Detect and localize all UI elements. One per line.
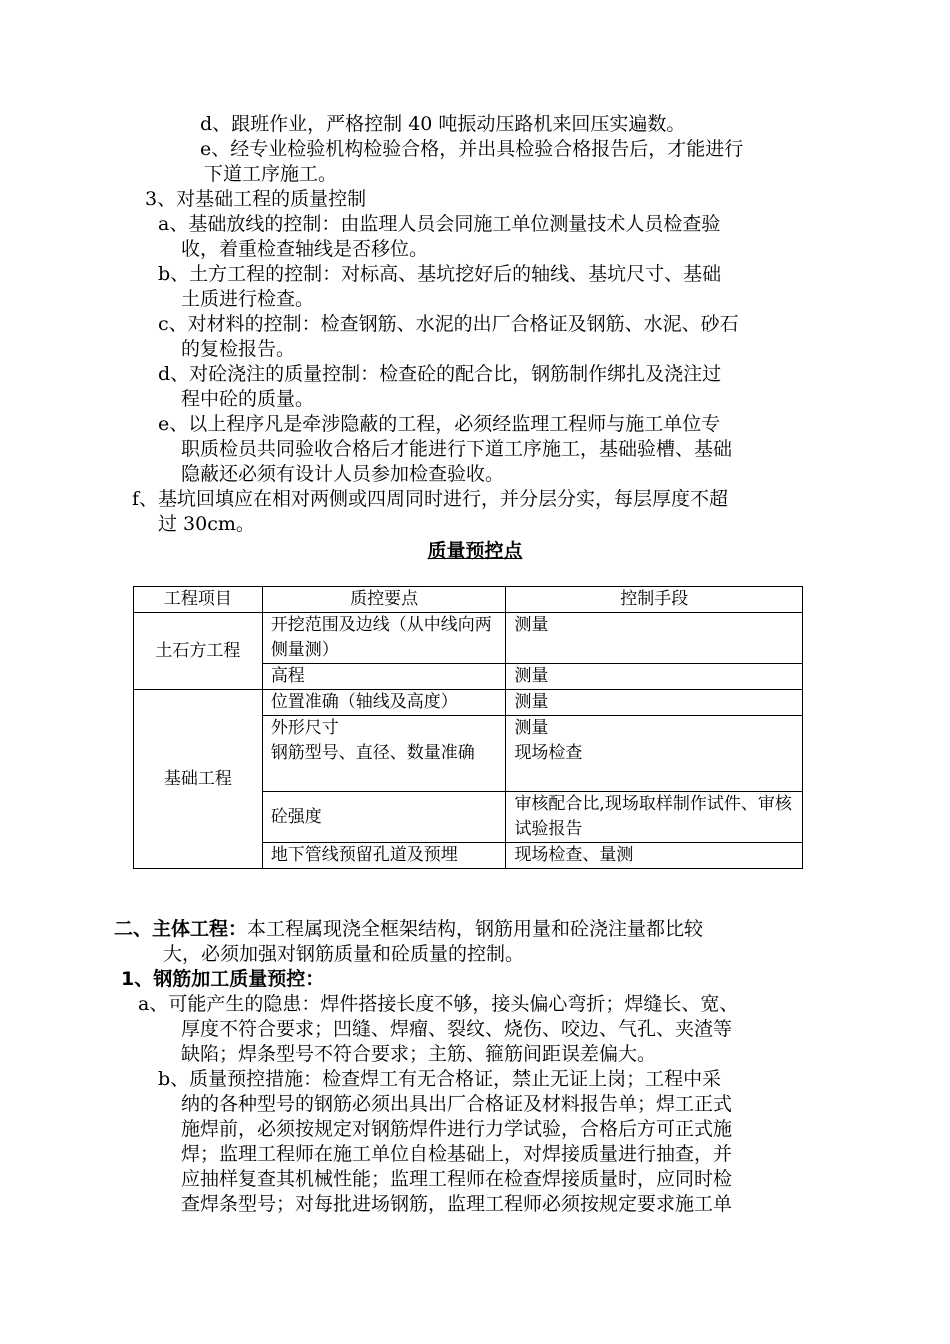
cell-point: 高程 (262, 664, 506, 690)
cell-point-line: 钢筋型号、直径、数量准确 (270, 743, 475, 763)
subsection-1-heading (121, 967, 324, 992)
item-b-measure-line3: 施焊前，必须按规定对钢筋焊件进行力学试验，合格后方可正式施 (181, 1118, 733, 1140)
item-b-measure-line4: 焊；监理工程师在施工单位自检基础上，对焊接质量进行抽查，并 (181, 1143, 733, 1165)
section-2-line2: 大，必须加强对钢筋质量和砼质量的控制。 (163, 943, 525, 965)
item-a-hazard-line3: 缺陷；焊条型号不符合要求；主筋、箍筋间距误差偏大。 (181, 1043, 657, 1065)
cell-method: 测量 (506, 664, 803, 690)
item-f-line1: f、基坑回填应在相对两侧或四周同时进行，并分层分实，每层厚度不超 (132, 488, 729, 510)
item-b-measure-line6: 查焊条型号；对每批进场钢筋，监理工程师必须按规定要求施工单 (181, 1193, 733, 1215)
subsection-1-text: 1、钢筋加工质量预控： (121, 968, 325, 990)
cell-point: 开挖范围及边线（从中线向两侧量测） (262, 613, 506, 664)
item-e-inspection-line2: 下道工序施工。 (204, 163, 338, 185)
cell-point-line: 外形尺寸 (270, 718, 339, 738)
item-d-line1: d、对砼浇注的质量控制：检查砼的配合比，钢筋制作绑扎及浇注过 (158, 363, 722, 385)
group-earthwork: 土石方工程 (134, 613, 263, 690)
item-a-line1: a、基础放线的控制：由监理人员会同施工单位测量技术人员检查验 (158, 213, 721, 235)
group-foundation: 基础工程 (134, 690, 263, 869)
item-e-line2: 职质检员共同验收合格后才能进行下道工序施工，基础验槽、基础 (181, 438, 733, 460)
item-d-line2: 程中砼的质量。 (181, 388, 315, 410)
section-2-heading: 二、主体工程： (114, 918, 248, 940)
cell-method: 审核配合比,现场取样制作试件、审核试验报告 (506, 792, 803, 843)
table-header-row (134, 587, 803, 613)
section-3-heading: 3、对基础工程的质量控制 (145, 188, 367, 210)
section-2-text: 本工程属现浇全框架结构，钢筋用量和砼浇注量都比较 (247, 918, 704, 940)
item-f-line2: 过 30cm。 (158, 513, 255, 535)
cell-method (506, 716, 803, 792)
item-b-line2: 土质进行检查。 (181, 288, 315, 310)
cell-point: 砼强度 (262, 792, 506, 843)
item-a-hazard-line1: a、可能产生的隐患：焊件搭接长度不够，接头偏心弯折；焊缝长、宽、 (138, 993, 739, 1015)
item-b-line1: b、土方工程的控制：对标高、基坑挖好后的轴线、基坑尺寸、基础 (158, 263, 722, 285)
cell-point (262, 716, 506, 792)
cell-method: 现场检查、量测 (506, 843, 803, 869)
item-a-hazard-line2: 厚度不符合要求；凹缝、焊瘤、裂纹、烧伤、咬边、气孔、夹渣等 (181, 1018, 733, 1040)
item-c-line1: c、对材料的控制：检查钢筋、水泥的出厂合格证及钢筋、水泥、砂石 (158, 313, 739, 335)
quality-control-table (133, 586, 803, 869)
item-e-line3: 隐蔽还必须有设计人员参加检查验收。 (181, 463, 505, 485)
item-b-measure-line2: 纳的各种型号的钢筋必须出具出厂合格证及材料报告单；焊工正式 (181, 1093, 733, 1115)
cell-method: 测量 (506, 613, 803, 664)
cell-point: 位置准确（轴线及高度） (262, 690, 506, 716)
header-control-method: 控制手段 (506, 587, 803, 613)
table-row (134, 613, 803, 664)
header-project: 工程项目 (134, 587, 263, 613)
header-control-point: 质控要点 (262, 587, 506, 613)
cell-method: 测量 (506, 690, 803, 716)
item-e-inspection-line1: e、经专业检验机构检验合格，并出具检验合格报告后，才能进行 (200, 138, 744, 160)
cell-method-line: 现场检查 (514, 743, 583, 763)
item-c-line2: 的复检报告。 (181, 338, 296, 360)
table-row (134, 690, 803, 716)
item-d-rolling: d、跟班作业，严格控制 40 吨振动压路机来回压实遍数。 (200, 113, 686, 135)
section-2-line1 (114, 917, 703, 942)
cell-point: 地下管线预留孔道及预埋 (262, 843, 506, 869)
item-b-measure-line1: b、质量预控措施：检查焊工有无合格证，禁止无证上岗；工程中采 (158, 1068, 722, 1090)
item-e-line1: e、以上程序凡是牵涉隐蔽的工程，必须经监理工程师与施工单位专 (158, 413, 721, 435)
table-title: 质量预控点 (427, 540, 523, 562)
cell-method-line: 测量 (514, 718, 549, 738)
item-a-line2: 收，着重检查轴线是否移位。 (181, 238, 429, 260)
item-b-measure-line5: 应抽样复查其机械性能；监理工程师在检查焊接质量时，应同时检 (181, 1168, 733, 1190)
